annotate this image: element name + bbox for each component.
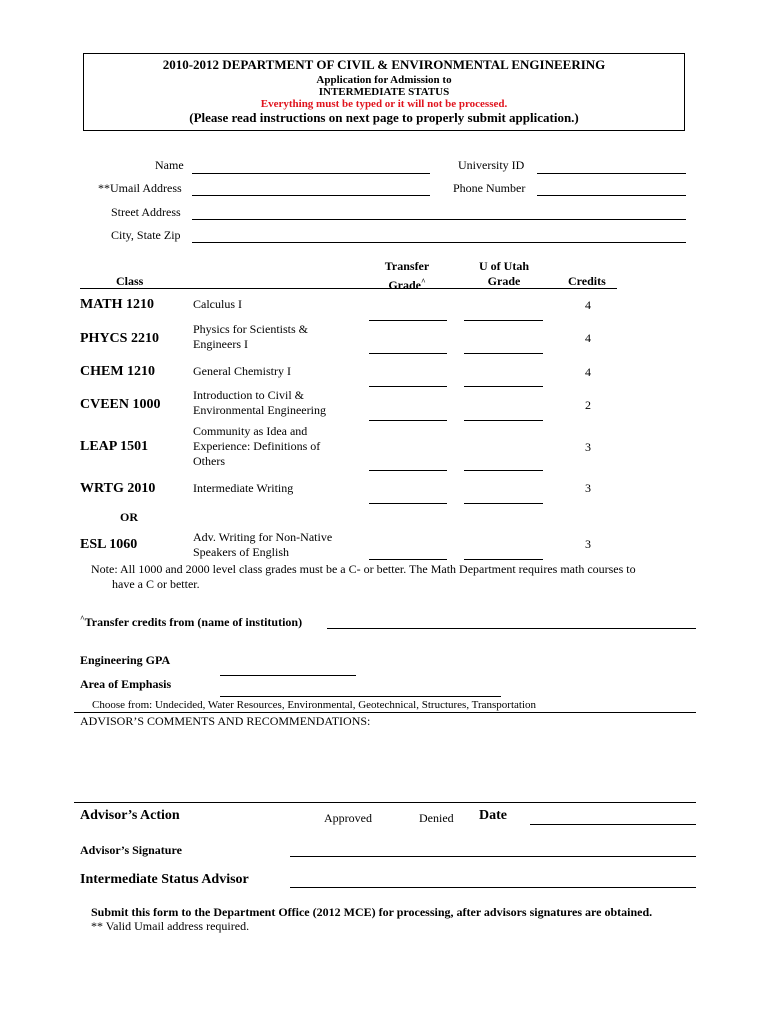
transfer-grade-field[interactable] [369,386,447,387]
or-label: OR [120,510,138,524]
umail-label: **Umail Address [98,181,182,195]
utah-grade-field[interactable] [464,386,543,387]
course-credits: 4 [585,365,591,379]
advisor-signature-label: Advisor’s Signature [80,843,182,857]
course-credits: 4 [585,331,591,345]
course-code: LEAP 1501 [80,439,149,454]
emphasis-choices: Choose from: Undecided, Water Resources, Environmental, Geotechnical, Structures, Transportation [92,699,537,711]
transfer-grade-header: Transfer Grade^ [384,259,430,292]
submit-instructions: Submit this form to the Department Office (2012 MCE) for processing, after advisors signatures are obtained. [91,905,653,919]
course-credits: 3 [585,481,591,495]
transfer-grade-field[interactable] [369,559,447,560]
course-code: WRTG 2010 [80,481,156,496]
course-title: Physics for Scientists & Engineers I [193,322,309,351]
course-code: ESL 1060 [80,537,138,552]
date-field[interactable] [530,824,696,825]
utah-grade-field[interactable] [464,503,543,504]
comments-rule [74,802,696,803]
class-header: Class [116,274,144,288]
course-credits: 2 [585,398,591,412]
course-title: Intermediate Writing [193,481,294,495]
transfer-grade-field[interactable] [369,420,447,421]
advisor-signature-field[interactable] [290,856,696,857]
course-title: Community as Idea and Experience: Definitions of Others [193,424,321,468]
course-code: PHYCS 2210 [80,331,159,346]
transfer-institution-field[interactable] [327,628,696,629]
utah-grade-field[interactable] [464,353,543,354]
area-of-emphasis-label: Area of Emphasis [80,677,172,691]
course-title: General Chemistry I [193,364,291,378]
city-label: City, State Zip [111,228,181,242]
course-code: CHEM 1210 [80,364,156,379]
transfer-grade-field[interactable] [369,353,447,354]
transfer-grade-field[interactable] [369,320,447,321]
engineering-gpa-field[interactable] [220,675,356,676]
application-title: Application for Admission to [316,74,452,86]
department-title: 2010-2012 DEPARTMENT OF CIVIL & ENVIRONMENTAL ENGINEERING [162,57,606,72]
course-title: Adv. Writing for Non-Native Speakers of English [193,530,333,559]
course-title: Calculus I [193,297,242,311]
area-of-emphasis-field[interactable] [220,696,501,697]
utah-grade-field[interactable] [464,420,543,421]
advisor-comments-label: ADVISOR’S COMMENTS AND RECOMMENDATIONS: [80,714,371,728]
date-label: Date [479,808,507,823]
typed-warning: Everything must be typed or it will not be processed. [260,98,508,110]
intermediate-advisor-label: Intermediate Status Advisor [80,872,249,887]
course-credits: 3 [585,440,591,454]
university-id-field[interactable] [537,173,686,174]
course-code: CVEEN 1000 [80,397,161,412]
header-rule [80,288,617,289]
transfer-credits-label: ^Transfer credits from (name of institution) [80,614,303,629]
utah-grade-header: U of Utah Grade [479,259,529,288]
engineering-gpa-label: Engineering GPA [80,653,171,667]
phone-label: Phone Number [453,181,526,195]
phone-field[interactable] [537,195,686,196]
course-code: MATH 1210 [80,297,155,312]
header-box [83,53,685,131]
umail-requirement: ** Valid Umail address required. [91,919,250,933]
transfer-grade-field[interactable] [369,503,447,504]
denied-option[interactable]: Denied [419,811,454,825]
instructions-note: (Please read instructions on next page to properly submit application.) [189,110,579,125]
advisor-comments-area[interactable] [80,730,696,800]
credits-header: Credits [568,274,606,288]
course-credits: 4 [585,298,591,312]
utah-grade-field[interactable] [464,320,543,321]
advisor-action-label: Advisor’s Action [80,808,180,823]
street-field[interactable] [192,219,686,220]
transfer-grade-field[interactable] [369,470,447,471]
street-label: Street Address [111,205,181,219]
utah-grade-field[interactable] [464,559,543,560]
utah-grade-field[interactable] [464,470,543,471]
umail-field[interactable] [192,195,430,196]
intermediate-advisor-field[interactable] [290,887,696,888]
university-id-label: University ID [458,158,525,172]
section-rule [74,712,696,713]
name-field[interactable] [192,173,430,174]
approved-option[interactable]: Approved [324,811,372,825]
city-field[interactable] [192,242,686,243]
grade-note: Note: All 1000 and 2000 level class grades must be a C- or better. The Math Department requires math courses to have a C or better. [91,562,636,591]
course-credits: 3 [585,537,591,551]
status-title: INTERMEDIATE STATUS [318,86,450,98]
course-title: Introduction to Civil & Environmental Engineering [193,388,326,417]
name-label: Name [155,158,184,172]
